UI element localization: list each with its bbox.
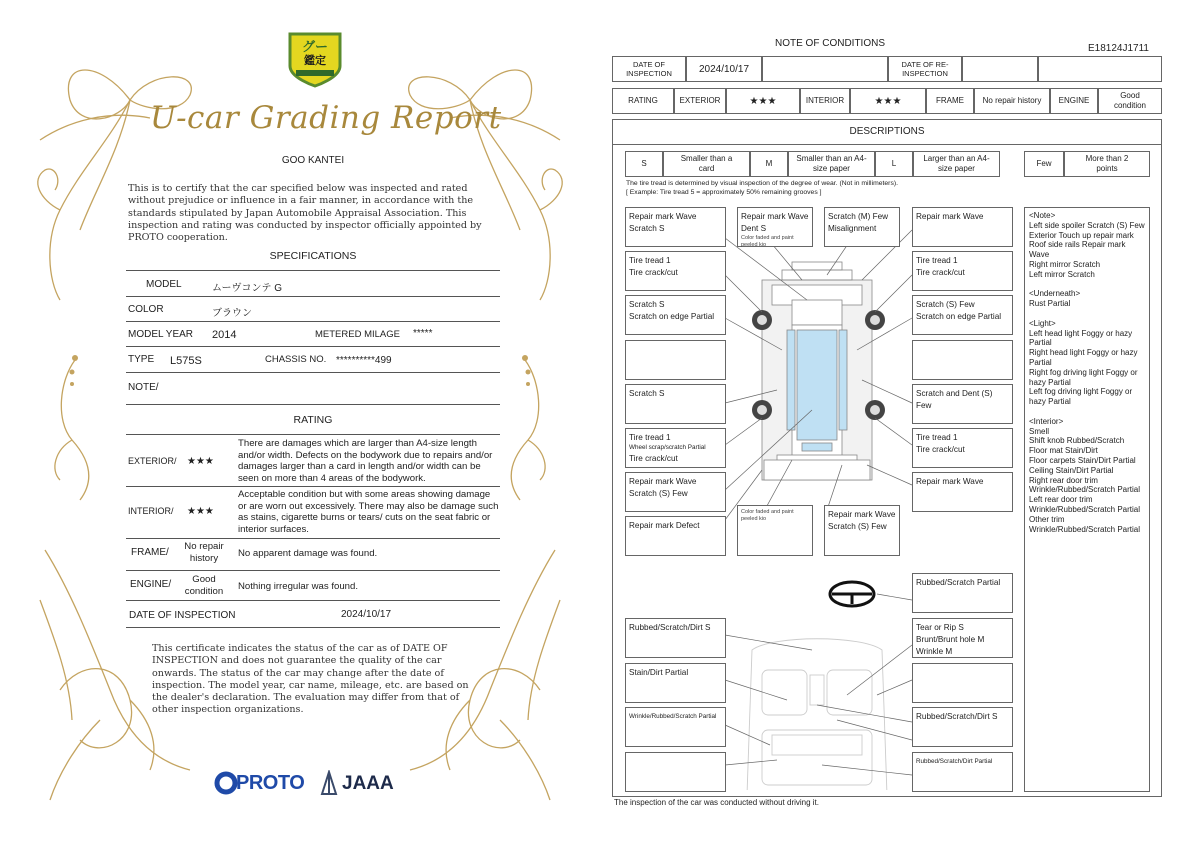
- note-line: <Light>: [1029, 318, 1056, 328]
- note-line: <Interior>: [1029, 416, 1064, 426]
- color-label: COLOR: [128, 304, 164, 315]
- engine-value: Good condition: [1098, 88, 1162, 114]
- damage-box-front-right-corner: Repair mark Wave: [912, 207, 1013, 247]
- steering-wheel-icon: [830, 582, 874, 606]
- date-blank-cell: [762, 56, 888, 82]
- damage-box-dashboard: Rubbed/Scratch/Dirt S: [625, 618, 726, 658]
- damage-box-right-rear-door: Scratch and Dent (S) Few: [912, 384, 1013, 424]
- legend-text-l: Larger than an A4-size paper: [913, 151, 1000, 177]
- frame-label: FRAME/: [131, 547, 169, 558]
- date-of-inspection-value: 2024/10/17: [341, 609, 392, 620]
- date-of-reinspection-label: DATE OF RE-INSPECTION: [888, 56, 962, 82]
- damage-box-rear-left-quarter: Repair mark Wave Scratch (S) Few: [625, 472, 726, 512]
- model-value: ムーヴコンテ G: [212, 283, 283, 294]
- report-subtitle: GOO KANTEI: [281, 155, 345, 166]
- specifications-heading: SPECIFICATIONS: [269, 250, 357, 262]
- damage-box-driver-seat: Tear or Rip S Brunt/Brunt hole M Wrinkle M: [912, 618, 1013, 658]
- exterior-label: EXTERIOR: [674, 88, 726, 114]
- note-line: Right rear door trim Wrinkle/Rubbed/Scratch Partial: [1029, 475, 1141, 495]
- date-blank-cell-2: [1038, 56, 1162, 82]
- damage-box-left-rear-door: Scratch S: [625, 384, 726, 424]
- damage-box-front-right-tire: Tire tread 1 Tire crack/cut: [912, 251, 1013, 291]
- model-label: MODEL: [146, 279, 182, 290]
- badge-text-kantei: 鑑定: [304, 54, 326, 67]
- damage-box-rear-left: Repair mark Defect: [625, 516, 726, 556]
- legend-code-s: S: [625, 151, 663, 177]
- metered-mileage-label: METERED MILAGE: [315, 329, 400, 340]
- engine-label: ENGINE: [1050, 88, 1098, 114]
- damage-box-rear-left-tire: Tire tread 1 Wheel scrap/scratch Partial Tire crack/cut: [625, 428, 726, 468]
- damage-box-rear-center: Color faded and paint peeled kio: [737, 505, 813, 556]
- engine-description: Nothing irregular was found.: [238, 581, 358, 592]
- conditions-title: NOTE OF CONDITIONS: [775, 38, 885, 49]
- engine-label: ENGINE/: [130, 579, 172, 590]
- legend-code-m: M: [750, 151, 788, 177]
- note-line: <Note>: [1029, 211, 1056, 220]
- legend-text-few: More than 2 points: [1064, 151, 1150, 177]
- tire-note-2: [ Example: Tire tread 5 = approximately 50% remaining grooves ]: [626, 189, 822, 196]
- note-line: Left rear door trim Wrinkle/Rubbed/Scratch Partial: [1029, 495, 1141, 514]
- note-label: NOTE/: [128, 382, 159, 393]
- frame-description: No apparent damage was found.: [238, 548, 378, 559]
- bottom-note: The inspection of the car was conducted without driving it.: [614, 798, 819, 807]
- interior-label: INTERIOR: [800, 88, 850, 114]
- note-line: Shift knob Rubbed/Scratch: [1029, 436, 1125, 446]
- damage-box-front-right: Scratch (M) Few Misalignment: [824, 207, 900, 247]
- interior-stars: ★★★: [187, 506, 214, 517]
- type-value: L575S: [170, 355, 202, 367]
- damage-box-steering: Rubbed/Scratch Partial: [912, 573, 1013, 613]
- legend-code-few: Few: [1024, 151, 1064, 177]
- jaaa-logo-icon: [318, 770, 340, 796]
- damage-box-center-console: Rubbed/Scratch/Dirt S: [912, 707, 1013, 747]
- type-label: TYPE: [128, 354, 155, 365]
- proto-logo-icon: [214, 770, 238, 796]
- note-line: Left mirror Scratch: [1029, 269, 1095, 279]
- damage-box-front-left-tire: Tire tread 1 Tire crack/cut: [625, 251, 726, 291]
- note-line: Floor carpets Stain/Dirt Partial: [1029, 455, 1136, 465]
- rating-heading: RATING: [293, 414, 333, 426]
- legend-text-m: Smaller than an A4-size paper: [788, 151, 875, 177]
- reference-number: E18124J1711: [1088, 43, 1149, 54]
- damage-box-rear-seat-right: Rubbed/Scratch/Dirt Partial: [912, 752, 1013, 792]
- exterior-stars: ★★★: [187, 456, 214, 467]
- interior-diagram: [747, 639, 887, 790]
- footer-disclaimer: This certificate indicates the status of the car as of DATE OF INSPECTION and does not guarantee the quality of the car onwards. The status of the car may change after the date of inspection. The model year, car name, mileage, etc. are based on the dealer's declaration. The evaluation may differ from that of other inspection organizations.: [152, 643, 469, 716]
- date-of-inspection-label: DATE OF INSPECTION: [129, 610, 236, 621]
- interior-label: INTERIOR/: [128, 506, 174, 516]
- note-line: Other trim Wrinkle/Rubbed/Scratch Partial: [1029, 514, 1141, 534]
- proto-logo-text: PROTO: [236, 772, 305, 794]
- metered-mileage-value: *****: [413, 328, 433, 339]
- note-line: <Underneath>: [1029, 289, 1081, 299]
- note-line: Roof side rails Repair mark Wave: [1029, 240, 1126, 260]
- jaaa-logo: [318, 770, 398, 796]
- damage-box-rear-seat-left: [625, 752, 726, 792]
- note-line: [1029, 280, 1145, 290]
- jaaa-logo-text: JAAA: [342, 773, 394, 794]
- note-line: Exterior Touch up repair mark: [1029, 230, 1134, 240]
- frame-value: No repair history: [974, 88, 1050, 114]
- rating-label: RATING: [612, 88, 674, 114]
- chassis-value: **********499: [336, 355, 392, 366]
- note-line: Left head light Foggy or hazy Partial: [1029, 328, 1133, 348]
- note-line: Floor mat Stain/Dirt: [1029, 446, 1098, 456]
- legend-text-s: Smaller than a card: [663, 151, 750, 177]
- damage-box-front-left-corner: Repair mark Wave Scratch S: [625, 207, 726, 247]
- model-year-value: 2014: [212, 329, 237, 341]
- tire-note-1: The tire tread is determined by visual inspection of the degree of wear. (Not in millimeters).: [626, 180, 898, 187]
- interior-stars: ★★★: [850, 88, 926, 114]
- goo-kantei-badge-icon: [288, 30, 342, 88]
- engine-value: Good condition: [184, 574, 224, 597]
- damage-box-left-front-door: [625, 340, 726, 380]
- damage-box-front-left: Repair mark Wave Dent S Color faded and paint peeled kio: [737, 207, 813, 247]
- badge-text-goo: グー: [301, 40, 328, 55]
- proto-logo: [214, 770, 314, 796]
- note-line: Right fog driving light Foggy or hazy Partial: [1029, 367, 1138, 387]
- frame-label: FRAME: [926, 88, 974, 114]
- damage-box-passenger-seat: Stain/Dirt Partial: [625, 663, 726, 703]
- report-title: U-car Grading Report: [150, 100, 502, 136]
- date-of-inspection-label: DATE OF INSPECTION: [612, 56, 686, 82]
- damage-box-rear-right: Repair mark Wave Scratch (S) Few: [824, 505, 900, 556]
- note-line: Right head light Foggy or hazy Partial: [1029, 348, 1138, 367]
- damage-box-left-fender: Scratch S Scratch on edge Partial: [625, 295, 726, 335]
- chassis-label: CHASSIS NO.: [265, 354, 327, 365]
- legend-code-l: L: [875, 151, 913, 177]
- note-line: Ceiling Stain/Dirt Partial: [1029, 465, 1114, 475]
- note-line: Right mirror Scratch: [1029, 259, 1101, 269]
- exterior-stars: ★★★: [726, 88, 800, 114]
- frame-value: No repair history: [184, 541, 224, 564]
- interior-description: Acceptable condition but with some areas showing damage or are worn out excessively. There may also be damage such as stains, cigarette burns or tears/ cuts on the seat fabric or interior surfaces.: [238, 489, 499, 535]
- intro-paragraph: This is to certify that the car specified below was inspected and rated without prejudice or influence in a fair manner, in accordance with the standards stipulated by Japan Automobile Appraisal Association. This inspection and rating was conducted by inspector officially appointed by PROTO cooperation.: [128, 183, 482, 244]
- color-value: ブラウン: [212, 308, 252, 319]
- damage-box-right-fender: Scratch (S) Few Scratch on edge Partial: [912, 295, 1013, 335]
- note-line: Smell: [1029, 426, 1050, 436]
- note-line: Left side spoiler Scratch (S) Few: [1029, 220, 1145, 230]
- notes-column: [1024, 207, 1150, 792]
- note-line: Rust Partial: [1029, 299, 1071, 309]
- note-line: Left fog driving light Foggy or hazy Partial: [1029, 387, 1133, 407]
- date-of-inspection-value: 2024/10/17: [686, 56, 762, 82]
- damage-box-right-front-door: [912, 340, 1013, 380]
- damage-box-rear-right-tire: Tire tread 1 Tire crack/cut: [912, 428, 1013, 468]
- exterior-description: There are damages which are larger than A4-size length and/or width. Defects on the bodywork due to repairs and/or damages larger than a card in length and/or width can be seen on more than 4 areas of the bodywork.: [238, 438, 493, 484]
- note-line: [1029, 407, 1145, 417]
- damage-box-right-door-trim: [912, 663, 1013, 703]
- date-of-reinspection-value: [962, 56, 1038, 82]
- note-line: [1029, 309, 1145, 319]
- damage-box-rear-right-quarter: Repair mark Wave: [912, 472, 1013, 512]
- model-year-label: MODEL YEAR: [128, 329, 194, 340]
- damage-box-left-door-trim: Wrinkle/Rubbed/Scratch Partial: [625, 707, 726, 747]
- exterior-label: EXTERIOR/: [128, 456, 177, 466]
- descriptions-heading: DESCRIPTIONS: [849, 126, 925, 137]
